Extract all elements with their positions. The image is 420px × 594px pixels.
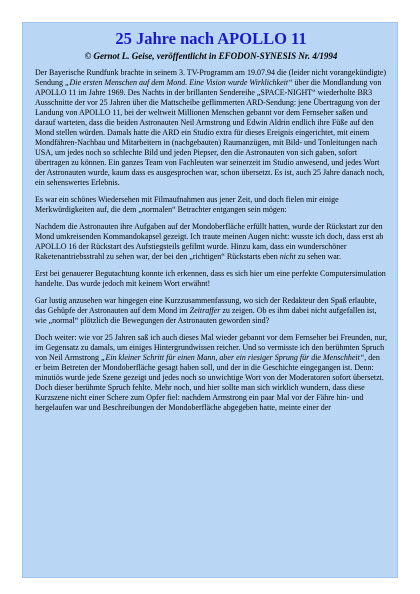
paragraph-4: Erst bei genauerer Begutachtung konnte ich erkennen, dass es sich hier um eine perfekte Computersimulation handelte. Das wurde jedoch mit keinem Wort erwähnt! bbox=[35, 269, 386, 288]
paragraph-1-text-b: über die Mondlandung von APOLLO 11 im Jahre 1969. Des Nachts in der brillanten Sendereihe „SPACE-NIGHT“ wiederholte BR3 Ausschnitte der vor 25 Jahren über die Mattscheibe geflimmerten ARD-Sendung: jene Übertragung von der Landung von APOLLO 11, bei der weltweit Millionen Menschen gebannt vor dem Fernseher saßen und darauf warteten, dass die beiden Astronauten Neil Armstrong und Edwin Aldrin endlich ihre Füße auf den Mond stellen würden. Damals hatte die ARD ein Studio extra für dieses Ereignis eingerichtet, mit einem Mondfähren-Nachbau und Mitarbeitern in (nachgebauten) Raumanzügen, mit Bild- und Tonleitungen nach USA, um jedes noch so schlechte Bild und jeden Piepser, den die Astronauten von sich gaben, sofort übertragen zu können. Ein ganzes Team von Fachleuten war seinerzeit im Studio anwesend, und jedes Wort der Astronauten wurde, kaum dass es ausgesprochen war, schon übersetzt. Es ist, auch 25 Jahre danach noch, ein sehenswertes Erlebnis. bbox=[35, 78, 385, 187]
broadcast-title: „Die ersten Menschen auf dem Mond. Eine Vision wurde Wirklichkeit“ bbox=[65, 78, 293, 87]
paragraph-1-text-a: Der Bayerische Rundfunk brachte in seinem 3. TV-Programm am 19.07.94 die (leider nicht vorangekündigte) Sendung bbox=[35, 68, 387, 87]
paragraph-1 bbox=[35, 68, 387, 188]
paragraph-5 bbox=[35, 296, 387, 326]
emphasis-zeitraffer: Zeitraffer bbox=[189, 306, 221, 315]
paragraph-5-text-a: Gar lustig anzusehen war hingegen eine Kurzzusammenfassung, wo sich der Redakteur den Spaß erlaubte, das Gehüpfe der Astronauten auf dem Mond im bbox=[35, 296, 377, 315]
article-byline: © Gernot L. Geise, veröffentlicht in EFODON-SYNESIS Nr. 4/1994 bbox=[84, 51, 338, 61]
paragraph-2: Es war ein schönes Wiedersehen mit Filmaufnahmen aus jener Zeit, und doch fielen mir einige Merkwürdigkeiten auf, die dem „normalen“ Betrachter entgangen sein mögen: bbox=[35, 195, 339, 214]
paragraph-3 bbox=[35, 222, 387, 262]
emphasis-nicht: nicht bbox=[279, 252, 296, 261]
paragraph-6 bbox=[35, 333, 387, 413]
article-page bbox=[22, 22, 398, 578]
armstrong-quote: „Ein kleiner Schritt für einen Mann, aber ein riesiger Sprung für die Menschheit“ bbox=[101, 353, 365, 362]
paragraph-6-text-b: , den er beim Betreten der Mondoberfläche gesagt haben soll, und der in die Geschichte eingegangen ist. Denn: minutiös wurde jede Szene gezeigt und jedes noch so unwichtige Wort von der Moderatoren sofort übersetzt. Doch dieser berühmte Spruch fehlte. Mehr noch, und hier sollte man sich wirklich wundern, dass diese Kurzszene nicht einer Schere zum Opfer fiel: nachdem Armstrong ein paar Mal vor der Fähre hin- und hergelaufen war und Beschreibungen der Mondoberfläche abgegeben hatte, meinte einer der bbox=[35, 353, 384, 412]
paragraph-6-text-a: Doch weiter: wie vor 25 Jahren saß ich auch dieses Mal wieder gebannt vor dem Fernseher bei Freunden, nur, im Gegensatz zu damals, um einiges Hintergrundwissen reicher. Und so vermisste ich den berühmten Spruch von Neil Armstrong bbox=[35, 333, 388, 362]
article-title: 25 Jahre nach APOLLO 11 bbox=[115, 29, 307, 48]
paragraph-5-text-b: zu zeigen. Ob es ihm dabei nicht aufgefallen ist, wie „normal“ plötzlich die Bewegungen der Astronauten geworden sind? bbox=[35, 306, 377, 325]
paragraph-3-text-a: Nachdem die Astronauten ihre Aufgaben auf der Mondoberfläche erfüllt hatten, wurde der Rückstart zur den Mond umkreisenden Kommandokapsel gezeigt. Ich traute meinen Augen nicht: wusste ich doch, dass erst ab APOLLO 16 der Rückstart des Aufstiegsteils gefilmt wurde. Hinzu kam, dass ein wunderschöner Raketenantriebsstrahl zu sehen war, der bei den „richtigen“ Rückstarts eben bbox=[35, 222, 384, 261]
paragraph-3-text-b: zu sehen war. bbox=[295, 252, 342, 261]
